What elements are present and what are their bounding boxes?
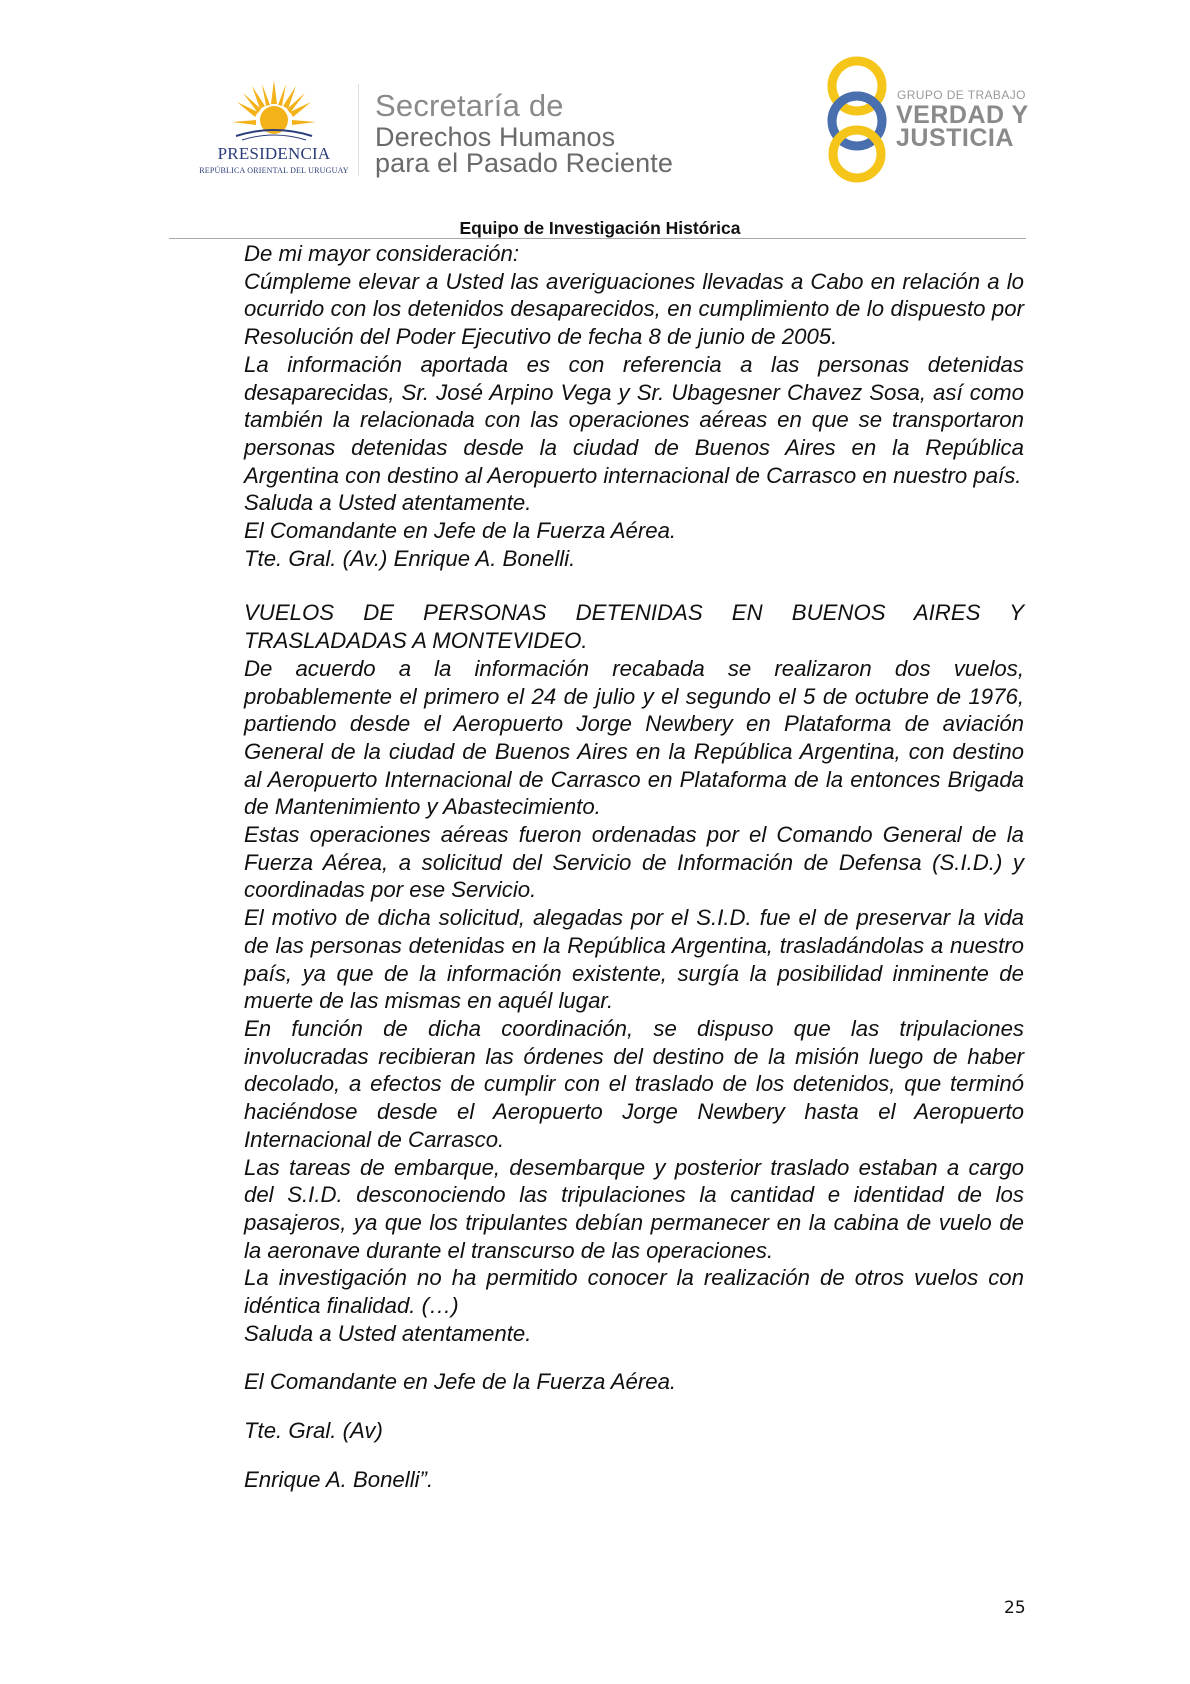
paragraph: Las tareas de embarque, desembarque y posterior traslado estaban a cargo del S.I.D. desconociendo las tripulaciones la cantidad e identidad de los pasajeros, ya que los tripulantes debían permanecer en la cabina de vuelo de la aeronave durante el transcurso de las operaciones. bbox=[244, 1154, 1024, 1263]
signer-role: El Comandante en Jefe de la Fuerza Aérea. bbox=[244, 518, 677, 544]
paragraph: Estas operaciones aéreas fueron ordenadas por el Comando General de la Fuerza Aérea, a solicitud del Servicio de Información de Defensa (S.I.D.) y coordinadas por ese Servicio. bbox=[244, 822, 1024, 903]
paragraph: El motivo de dicha solicitud, alegadas por el S.I.D. fue el de preservar la vida de las personas detenidas en la República Argentina, trasladándolas a nuestro país, ya que de la información existente, surgía la posibilidad inminente de muerte de las mismas en aquél lugar. bbox=[244, 905, 1024, 1014]
secretaria-title-line2: Derechos Humanos bbox=[375, 122, 616, 152]
presidencia-name: PRESIDENCIA bbox=[217, 144, 331, 163]
page-number: 25 bbox=[1004, 1598, 1026, 1618]
paragraph: La investigación no ha permitido conocer la realización de otros vuelos con idéntica finalidad. (…) bbox=[244, 1265, 1024, 1319]
gtvj-subtitle: GRUPO DE TRABAJO bbox=[897, 88, 1026, 102]
paragraph: La información aportada es con referencia a las personas detenidas desaparecidas, Sr. José Arpino Vega y Sr. Ubagesner Chavez Sosa, así como también la relacionada con las operaciones aéreas en que se transportaron personas detenidas desde la ciudad de Buenos Aires en la República Argentina con destino al Aeropuerto internacional de Carrasco en nuestro país. bbox=[244, 351, 1024, 488]
paragraph: De acuerdo a la información recabada se realizaron dos vuelos, probablemente el primero el 24 de julio y el segundo el 5 de octubre de 1976, partiendo desde el Aeropuerto Jorge Newbery en Plataforma de aviación General de la ciudad de Buenos Aires en la República Argentina, con destino al Aeropuerto Internacional de Carrasco en Plataforma de la entonces Brigada de Mantenimiento y Abastecimiento. bbox=[244, 655, 1024, 820]
secretaria-title-line1: Secretaría de bbox=[375, 88, 564, 123]
paragraph: En función de dicha coordinación, se dispuso que las tripulaciones involucradas recibieran las órdenes del destino de la misión luego de haber decolado, a efectos de cumplir con el traslado de los detenidos, que terminó haciéndose desde el Aeropuerto Jorge Newbery hasta el Aeropuerto Internacional de Carrasco. bbox=[244, 1015, 1024, 1152]
gtvj-title-line1: VERDAD Y bbox=[896, 101, 1029, 129]
header-rule bbox=[169, 238, 1026, 239]
signer-name: Enrique A. Bonelli”. bbox=[244, 1466, 434, 1492]
signer-name: Tte. Gral. (Av.) Enrique A. Bonelli. bbox=[244, 545, 576, 571]
secretaria-title-line3: para el Pasado Reciente bbox=[375, 148, 673, 178]
paragraph: Cúmpleme elevar a Usted las averiguaciones llevadas a Cabo en relación a lo ocurrido con los detenidos desaparecidos, en cumplimiento de lo dispuesto por Resolución del Poder Ejecutivo de fecha 8 de junio de 2005. bbox=[244, 268, 1024, 350]
greeting: De mi mayor consideración: bbox=[244, 241, 519, 266]
document-body bbox=[244, 240, 1024, 1494]
signer-rank: Tte. Gral. (Av) bbox=[244, 1418, 383, 1444]
sun-emblem-icon bbox=[232, 78, 316, 144]
team-title: Equipo de Investigación Histórica bbox=[459, 218, 741, 238]
closing: Saluda a Usted atentamente. bbox=[244, 490, 532, 516]
verdad-justicia-rings-icon bbox=[820, 55, 894, 183]
section-title: VUELOS DE PERSONAS DETENIDAS EN BUENOS AIRES Y TRASLADADAS A MONTEVIDEO. bbox=[244, 600, 1024, 654]
page-header bbox=[0, 0, 1190, 240]
gtvj-title-line2: JUSTICIA bbox=[896, 124, 1014, 152]
presidencia-subtitle: REPÚBLICA ORIENTAL DEL URUGUAY bbox=[199, 166, 349, 175]
closing: Saluda a Usted atentamente. bbox=[244, 1320, 532, 1346]
presidencia-logo bbox=[198, 78, 350, 178]
logo-divider bbox=[358, 84, 359, 176]
signer-role: El Comandante en Jefe de la Fuerza Aérea. bbox=[244, 1369, 677, 1395]
